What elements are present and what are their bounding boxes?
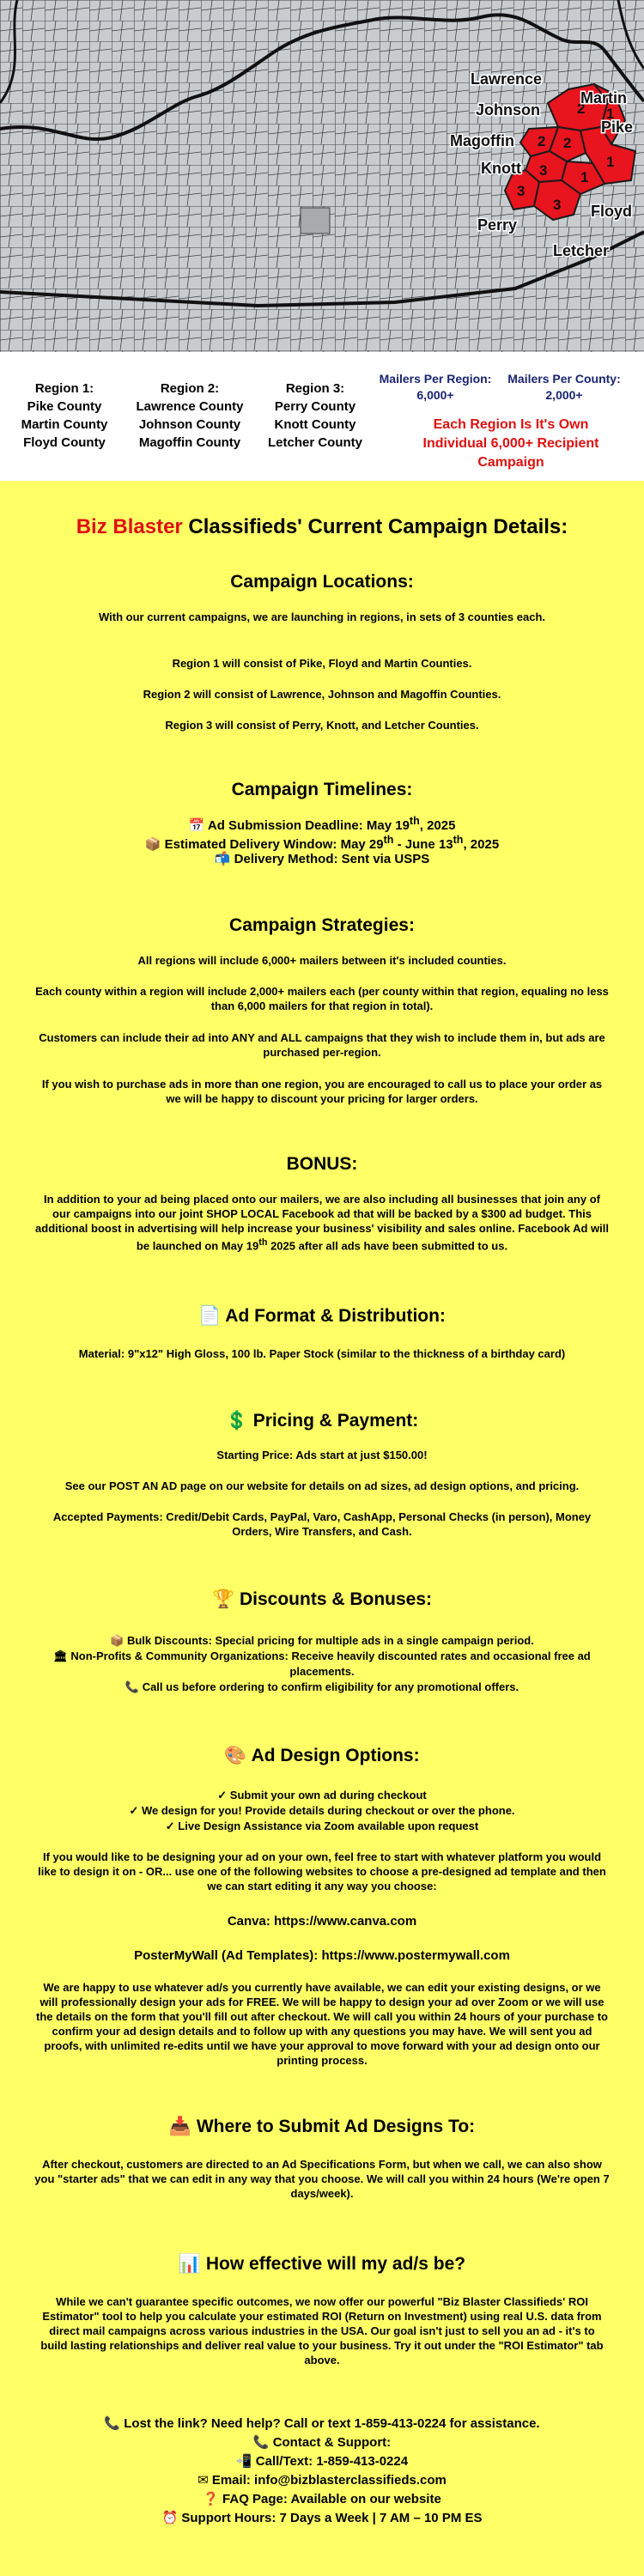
deadline-year: , 2025: [419, 818, 456, 833]
pricing-start: Starting Price: Ads start at just $150.00!: [216, 1449, 428, 1461]
county-label-lawrence: Lawrence: [471, 70, 543, 88]
bonus-text-b: 2025 after all ads have been submitted to us.: [267, 1239, 508, 1253]
contact-email[interactable]: [34, 2471, 610, 2489]
contact-support-text: Contact & Support:: [272, 2435, 392, 2450]
discount-nonprofit-text: Non-Profits & Community Organizations: Receive heavily discounted rates and occasional free ad placements.: [70, 1649, 591, 1678]
strategies-p1: All regions will include 6,000+ mailers between it's included counties.: [137, 954, 507, 967]
bonus-text: [34, 1192, 610, 1253]
effective-text: While we can't guarantee specific outcomes, we now offer our powerful "Biz Blaster Classifieds' ROI Estimator" tool to help you calculate your estimated ROI (Return on Investment) using real U.S. data from direct mail campaigns across various industries in the USA. Our goal isn't just to sell you an ad - it's to build lasting relationships and deliver real value to your business. Try it out under the "ROI Estimator" tab above.: [40, 2295, 604, 2366]
bonus-sup: th: [258, 1237, 268, 1248]
phone-icon: 📞: [104, 2415, 121, 2431]
contact-lost: [34, 2415, 610, 2433]
title-rest: Classifieds' Current Campaign Details:: [182, 515, 568, 538]
palette-icon: 🎨: [224, 1745, 247, 1765]
pricing-heading-text: Pricing & Payment:: [252, 1411, 419, 1431]
map-region-number: 3: [517, 183, 526, 199]
discount-bulk-text: Bulk Discounts: Special pricing for multiple ads in a single campaign period.: [126, 1634, 534, 1647]
region-county: Pike County: [27, 399, 102, 414]
campaign-details: [0, 481, 644, 2576]
brand-name: Biz Blaster: [76, 515, 183, 538]
calendar-icon: 📅: [188, 817, 205, 833]
region-county: Martin County: [21, 417, 108, 432]
region-county: Perry County: [274, 399, 356, 414]
map-region-number: 2: [577, 100, 586, 117]
mobile-phone-icon: 📲: [235, 2453, 252, 2469]
county-label-knott: Knott: [481, 160, 521, 177]
chart-icon: 📊: [178, 2253, 202, 2274]
region-title: Region 3:: [285, 381, 345, 396]
pricing-accepted: Accepted Payments: Credit/Debit Cards, PayPal, Varo, CashApp, Personal Checks (in person), Money Orders, Wire Transfers, and Cash.: [52, 1510, 592, 1538]
map-region-number: 3: [553, 197, 562, 213]
mailers-county-label: Mailers Per County:: [507, 372, 621, 386]
county-label-letcher: Letcher: [553, 242, 610, 259]
discount-bulk: [34, 1633, 610, 1649]
contact-hours-text: Support Hours: 7 Days a Week | 7 AM – 10 PM ES: [181, 2511, 483, 2525]
each-region-note: Each Region Is It's Own Individual 6,000+ Recipient Campaign: [422, 417, 599, 470]
discount-call-text: Call us before ordering to confirm eligibility for any promotional offers.: [142, 1680, 519, 1693]
phone-icon: 📞: [125, 1681, 140, 1694]
county-label-johnson: Johnson: [476, 101, 540, 118]
package-icon: 📦: [110, 1635, 125, 1648]
region-1-column: [0, 380, 129, 452]
locations-region-2: Region 2 will consist of Lawrence, Johnson and Magoffin Counties.: [143, 688, 501, 701]
effective-heading: [34, 2253, 610, 2275]
strategies-p3: Customers can include their ad into ANY and ALL campaigns that they wish to include them in, but ads are purchased per-region.: [39, 1031, 605, 1059]
discount-nonprofit: [34, 1649, 610, 1679]
format-heading-text: Ad Format & Distribution:: [225, 1306, 446, 1326]
package-icon: 📦: [144, 836, 161, 852]
mailers-region-value: 6,000+: [416, 388, 454, 402]
mailers-per-county: [500, 371, 629, 404]
design-heading: [34, 1745, 610, 1766]
design-heading-text: Ad Design Options:: [251, 1746, 420, 1765]
discount-call: [34, 1680, 610, 1695]
contact-email-text: Email: info@bizblasterclassifieds.com: [211, 2473, 447, 2488]
window-mid: - June 13: [393, 837, 453, 852]
region-county: Magoffin County: [138, 435, 241, 450]
pricing-heading: [34, 1410, 610, 1431]
window-sup: th: [383, 834, 394, 846]
contact-call[interactable]: [34, 2452, 610, 2470]
window-year: , 2025: [463, 837, 500, 852]
contact-lost-text: Lost the link? Need help? Call or text 1-859-413-0224 for assistance.: [124, 2416, 540, 2431]
canva-link[interactable]: Canva: https://www.canva.com: [227, 1914, 417, 1929]
map-region-number: 2: [563, 135, 572, 151]
design-option-1: ✓ Submit your own ad during checkout: [217, 1789, 427, 1801]
region-title: Region 1:: [34, 381, 94, 396]
inbox-icon: 📥: [168, 2116, 191, 2136]
county-label-floyd: Floyd: [591, 203, 632, 220]
design-p1: If you would like to be designing your ad on your own, feel free to start with whatever platform you would like to design it on - OR... use one of the following websites to choose a pre-designed ad template and then we can start editing it any way you choose:: [38, 1850, 606, 1893]
region-legend: [0, 352, 644, 481]
document-icon: 📄: [198, 1305, 222, 1326]
contact-support: [34, 2433, 610, 2451]
delivery-method-line: [34, 850, 610, 868]
envelope-icon: ✉: [197, 2472, 209, 2488]
trophy-icon: 🏆: [211, 1589, 235, 1609]
region-title: Region 2:: [160, 381, 220, 396]
timelines-heading: Campaign Timelines:: [231, 780, 413, 799]
region-county: Johnson County: [138, 417, 241, 432]
alarm-clock-icon: ⏰: [161, 2510, 179, 2525]
map-region-number: 1: [606, 106, 615, 122]
bonus-heading: BONUS:: [286, 1154, 358, 1174]
locations-intro: With our current campaigns, we are launching in regions, in sets of 3 counties each.: [99, 611, 545, 623]
method-text: Delivery Method: Sent via USPS: [234, 852, 430, 866]
region-county: Letcher County: [267, 435, 362, 450]
map-region-number: 1: [580, 169, 589, 185]
bonus-text-a: In addition to your ad being placed onto our mailers, we are also including all businesses that join any of our campaigns into our joint SHOP LOCAL Facebook ad that will be backed by a $300 ad budget. This additional boost in advertising will help increase your business' visibility and sales online. Facebook Ad will be launched on May 19: [35, 1193, 609, 1253]
region-county: Knott County: [274, 417, 356, 432]
strategies-heading: Campaign Strategies:: [229, 915, 415, 935]
map-region-number: 3: [539, 162, 548, 179]
county-label-perry: Perry: [477, 216, 518, 234]
format-material: Material: 9"x12" High Gloss, 100 lb. Paper Stock (similar to the thickness of a birthday card): [78, 1347, 566, 1360]
contact-call-text: Call/Text: 1-859-413-0224: [255, 2454, 409, 2469]
strategies-p4: If you wish to purchase ads in more than one region, you are encouraged to call us to place your order as we will be happy to discount your pricing for larger orders.: [41, 1078, 603, 1105]
locations-region-1: Region 1 will consist of Pike, Floyd and Martin Counties.: [172, 657, 472, 670]
window-sup: th: [453, 834, 464, 846]
region-county: Lawrence County: [136, 399, 244, 414]
region-3-column: [251, 380, 380, 452]
map-region-number: 1: [606, 154, 615, 170]
county-label-magoffin: Magoffin: [450, 132, 514, 149]
locations-region-3: Region 3 will consist of Perry, Knott, and Letcher Counties.: [165, 719, 479, 732]
phone-icon: 📞: [252, 2434, 270, 2450]
design-p2: We are happy to use whatever ad/s you currently have available, we can edit your existing designs, or we will professionally design your ads for FREE. We will be happy to design your ad over Zoom or we will use the details on the form that you'll fill out after checkout. We will call you within 24 hours of your purchase to confirm your ad design details and to follow up with any questions you may have. We will sent you ad proofs, with unlimited re-edits until we have your approval to move forward with your ad design onto our printing process.: [36, 1981, 608, 2067]
design-option-2: ✓ We design for you! Provide details during checkout or over the phone.: [129, 1804, 515, 1817]
building-icon: 🏛: [53, 1650, 68, 1663]
county-label-martin: Martin: [580, 89, 627, 106]
kentucky-county-map: [0, 0, 644, 352]
window-text: Estimated Delivery Window: May 29: [164, 837, 384, 852]
contact-faq[interactable]: [34, 2490, 610, 2508]
dollar-icon: 💲: [225, 1410, 248, 1431]
mailers-per-region: [371, 371, 500, 404]
region-county: Floyd County: [23, 435, 106, 450]
submit-heading: [34, 2116, 610, 2137]
map-graphic: [0, 0, 644, 352]
pricing-see: See our POST AN AD page on our website for details on ad sizes, ad design options, and pricing.: [64, 1479, 580, 1492]
contact-hours: [34, 2509, 610, 2527]
region-2-column: [125, 380, 254, 452]
submit-text: After checkout, customers are directed to an Ad Specifications Form, but when we call, we can also show you "starter ads" that we can edit in any way that you choose. We will call you within 24 hours (We're open 7 days/week).: [34, 2158, 610, 2200]
deadline-sup: th: [409, 815, 420, 827]
locations-heading: Campaign Locations:: [230, 572, 414, 592]
mailers-county-value: 2,000+: [545, 388, 583, 402]
submit-heading-text: Where to Submit Ad Designs To:: [196, 2117, 476, 2136]
design-option-3: ✓ Live Design Assistance via Zoom available upon request: [165, 1820, 479, 1832]
contact-faq-text: FAQ Page: Available on our website: [222, 2492, 441, 2506]
postermywall-link[interactable]: PosterMyWall (Ad Templates): https://www.postermywall.com: [134, 1948, 510, 1963]
page-title: [34, 515, 610, 539]
county-label-pike: Pike: [601, 118, 634, 136]
mailers-region-label: Mailers Per Region:: [379, 372, 492, 386]
effective-heading-text: How effective will my ad/s be?: [205, 2254, 466, 2274]
mailbox-icon: 📬: [214, 851, 231, 866]
discounts-heading: [34, 1589, 610, 1610]
deadline-text: Ad Submission Deadline: May 19: [207, 818, 410, 833]
map-region-number: 2: [538, 133, 546, 149]
discounts-heading-text: Discounts & Bonuses:: [239, 1589, 433, 1609]
strategies-p2: Each county within a region will include 2,000+ mailers each (per county within that region, equaling no less than 6,000 mailers for that region in total).: [35, 985, 609, 1012]
format-heading: [34, 1305, 610, 1327]
question-icon: ❓: [203, 2491, 219, 2506]
